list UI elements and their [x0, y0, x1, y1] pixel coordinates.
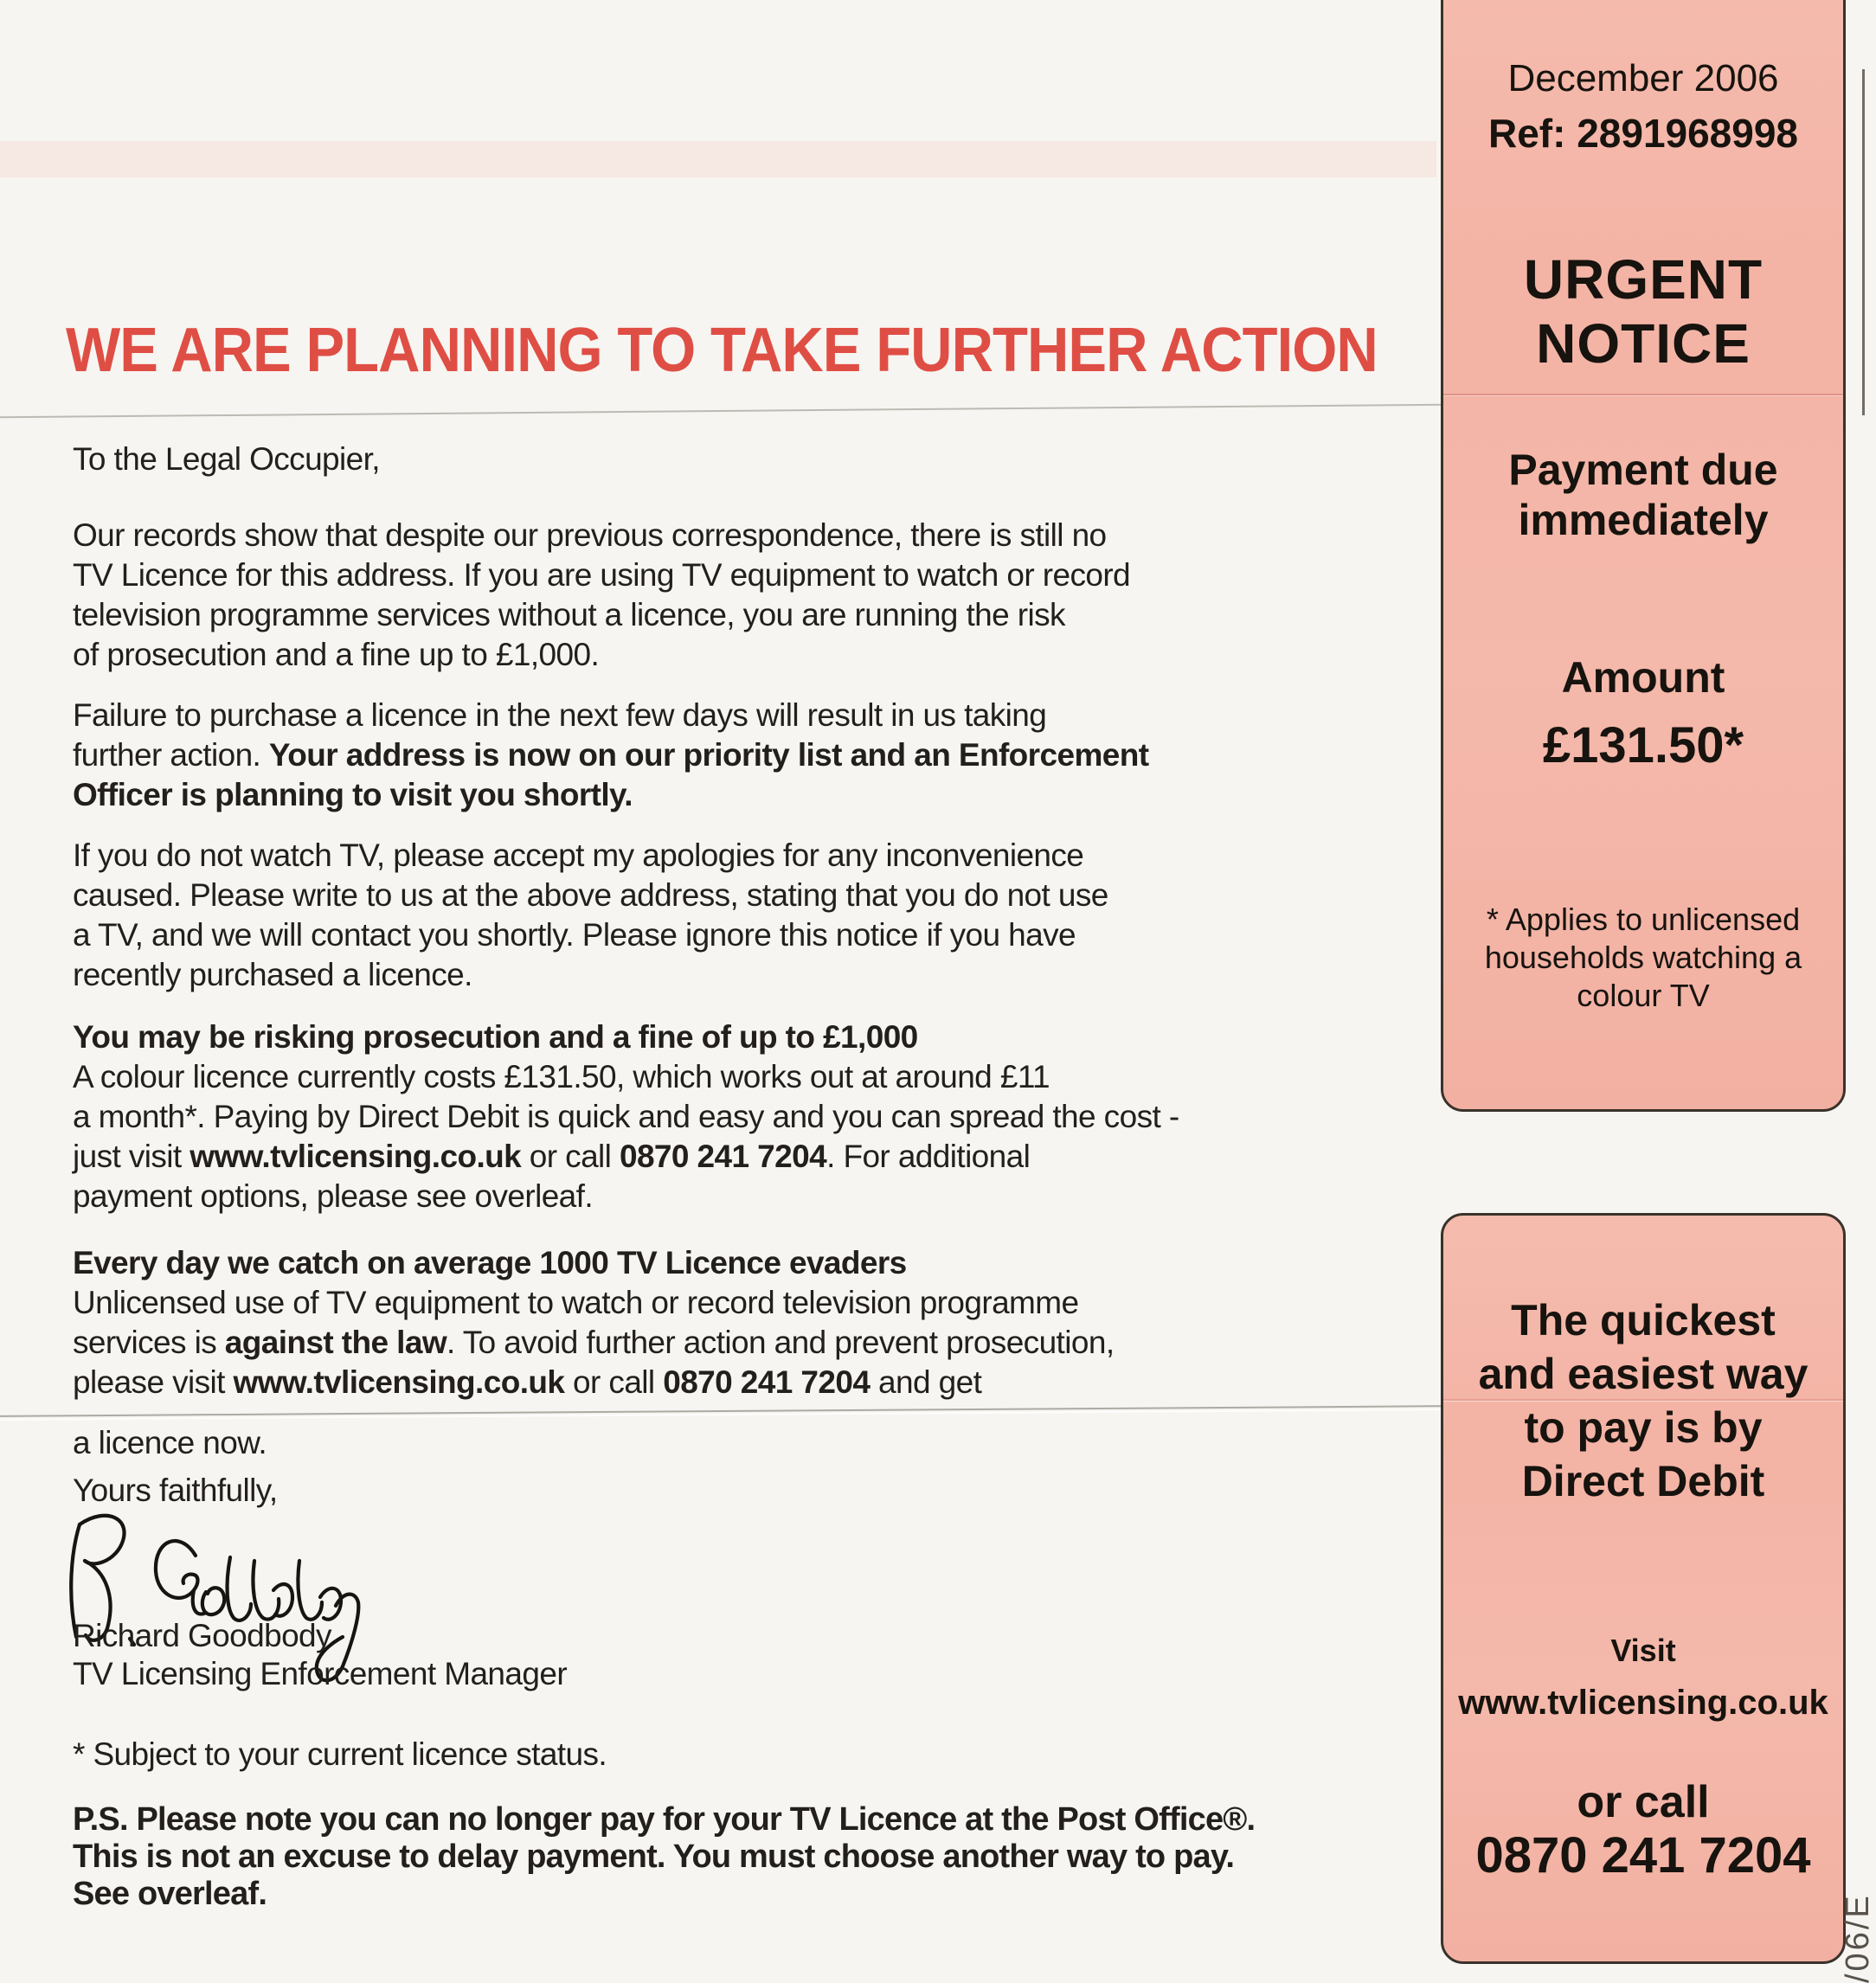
- visit-label: Visit: [1610, 1633, 1676, 1668]
- amount-label: Amount: [1561, 653, 1725, 702]
- postscript-line: This is not an excuse to delay payment. You must choose another way to pay.: [73, 1839, 1235, 1875]
- paragraph-line: Our records show that despite our previous correspondence, there is still no: [73, 517, 1107, 553]
- footnote: * Subject to your current licence status.: [73, 1736, 607, 1772]
- emphasis-text: Your address is now on our priority list and an Enforcement: [268, 737, 1149, 773]
- payment-due-label: [1449, 445, 1838, 545]
- crease-line-top: [0, 404, 1452, 419]
- paragraph-line: a month*. Paying by Direct Debit is quick and easy and you can spread the cost -: [73, 1099, 1179, 1134]
- closing: Yours faithfully,: [73, 1473, 278, 1508]
- paragraph-line: [73, 775, 1148, 815]
- notice-ref: Ref: 2891968998: [1487, 111, 1799, 156]
- paragraph-line: TV Licence for this address. If you are using TV equipment to watch or record: [73, 557, 1131, 593]
- paragraph-1: [73, 516, 1130, 675]
- phone-number: 0870 241 7204: [1475, 1827, 1811, 1884]
- section-2-heading: Every day we catch on average 1000 TV Licence evaders: [73, 1245, 907, 1280]
- phone-text: 0870 241 7204: [619, 1139, 827, 1174]
- direct-debit-panel: [1441, 1213, 1846, 1964]
- urgent-line: URGENT: [1523, 248, 1764, 311]
- crease-line-box1: [1443, 394, 1843, 396]
- or-call-label: or call: [1577, 1777, 1710, 1827]
- paragraph-line: [73, 1137, 1179, 1177]
- paragraph-text: and get: [870, 1364, 982, 1400]
- signer-name: Richard Goodbody: [73, 1618, 331, 1653]
- scan-artifact-band: [0, 141, 1436, 177]
- urgent-line: NOTICE: [1536, 312, 1751, 375]
- postscript-line: See overleaf.: [73, 1876, 267, 1912]
- headline-text: WE ARE PLANNING TO TAKE FURTHER ACTION: [66, 316, 1378, 385]
- urgent-notice-panel: [1441, 0, 1846, 1112]
- direct-debit-message: [1449, 1293, 1838, 1508]
- paragraph-line: If you do not watch TV, please accept my apologies for any inconvenience: [73, 837, 1084, 873]
- paragraph-line: A colour licence currently costs £131.50, which works out at around £11: [73, 1059, 1050, 1094]
- paragraph-line: of prosecution and a fine up to £1,000.: [73, 637, 600, 672]
- direct-debit-line: The quickest: [1511, 1296, 1776, 1344]
- paragraph-line: caused. Please write to us at the above address, stating that you do not use: [73, 877, 1108, 913]
- paragraph-line: television programme services without a licence, you are running the risk: [73, 597, 1065, 632]
- paragraph-line: [73, 1323, 1115, 1363]
- signer-title: TV Licensing Enforcement Manager: [73, 1656, 568, 1691]
- paragraph-2: [73, 696, 1148, 815]
- paragraph-line: [73, 1363, 1115, 1402]
- paragraph-line: Unlicensed use of TV equipment to watch or record television programme: [73, 1285, 1079, 1320]
- paragraph-text: please visit: [73, 1364, 234, 1400]
- paragraph-text: Failure to purchase a licence in the next few days will result in us taking: [73, 697, 1047, 733]
- form-code-vertical: /06/E: [1840, 1893, 1876, 1983]
- paragraph-line: [73, 735, 1148, 775]
- section-1-heading: You may be risking prosecution and a fine of up to £1,000: [73, 1019, 918, 1055]
- paragraph-line: a licence now.: [73, 1425, 267, 1460]
- paragraph-text: or call: [521, 1139, 620, 1174]
- postscript-line: P.S. Please note you can no longer pay for your TV Licence at the Post Office®.: [73, 1801, 1256, 1838]
- direct-debit-line: Direct Debit: [1521, 1457, 1765, 1505]
- paragraph-text: . For additional: [826, 1139, 1031, 1174]
- scan-edge-line: [1862, 69, 1865, 415]
- paragraph-line: [73, 696, 1148, 735]
- paragraph-3: [73, 836, 1108, 995]
- amount-footnote-line: * Applies to unlicensed: [1486, 902, 1801, 937]
- direct-debit-line: to pay is by: [1524, 1403, 1763, 1452]
- paragraph-line: a TV, and we will contact you shortly. Please ignore this notice if you have: [73, 917, 1076, 953]
- urgent-notice-title: [1449, 247, 1838, 375]
- salutation: To the Legal Occupier,: [73, 441, 380, 477]
- section-1-paragraph: [73, 1057, 1179, 1216]
- paragraph-text: just visit: [73, 1139, 190, 1174]
- direct-debit-line: and easiest way: [1478, 1350, 1809, 1398]
- paragraph-text: services is: [73, 1325, 225, 1360]
- emphasis-text: against the law: [224, 1325, 447, 1360]
- website-text: www.tvlicensing.co.uk: [233, 1364, 565, 1400]
- paragraph-text: or call: [564, 1364, 664, 1400]
- postscript: [73, 1801, 1255, 1913]
- headline: [66, 316, 1476, 385]
- emphasis-text: Officer is planning to visit you shortly.: [73, 777, 633, 812]
- amount-footnote-line: households watching a: [1484, 940, 1802, 975]
- website-text: www.tvlicensing.co.uk: [1458, 1684, 1828, 1722]
- paragraph-text: further action.: [73, 737, 269, 773]
- amount-footnote-line: colour TV: [1577, 978, 1710, 1013]
- paragraph-text: . To avoid further action and prevent prosecution,: [447, 1325, 1115, 1360]
- amount-value: £131.50*: [1542, 717, 1744, 773]
- crease-line-middle: [0, 1405, 1454, 1421]
- paragraph-line: recently purchased a licence.: [73, 957, 472, 992]
- paragraph-line: payment options, please see overleaf.: [73, 1178, 594, 1214]
- notice-date: December 2006: [1507, 57, 1779, 99]
- section-2-paragraph: [73, 1283, 1115, 1402]
- payment-line: Payment due: [1508, 446, 1778, 494]
- payment-line: immediately: [1518, 496, 1769, 544]
- amount-footnote: [1449, 901, 1838, 1015]
- phone-text: 0870 241 7204: [663, 1364, 871, 1400]
- website-text: www.tvlicensing.co.uk: [190, 1139, 522, 1174]
